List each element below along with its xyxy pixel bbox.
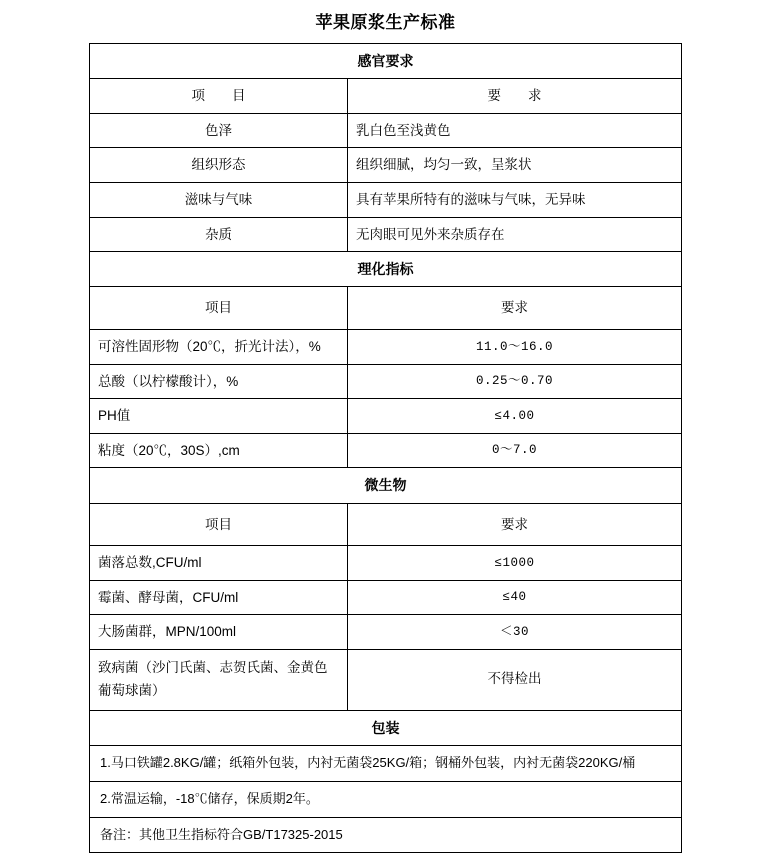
micro-heading: 微生物 — [364, 477, 407, 494]
table-row — [90, 433, 682, 468]
table-row — [90, 546, 682, 581]
micro-req-1: ≤40 — [502, 590, 527, 605]
section-header-physchem — [90, 252, 682, 287]
physchem-req-0: 11.0～16.0 — [475, 339, 553, 354]
sensory-item-2: 滋味与气味 — [184, 191, 253, 207]
table-row — [90, 399, 682, 434]
section-header-micro — [90, 468, 682, 503]
physchem-req-2: ≤4.00 — [494, 408, 535, 423]
table-row — [90, 217, 682, 252]
micro-column-headers — [90, 503, 682, 546]
sensory-column-headers — [90, 79, 682, 114]
sensory-heading: 感官要求 — [357, 53, 414, 69]
table-row — [90, 615, 682, 650]
physchem-column-headers — [90, 287, 682, 330]
sensory-col-req: 要 求 — [487, 88, 542, 104]
table-row — [90, 649, 682, 710]
table-row — [90, 329, 682, 364]
table-row — [90, 148, 682, 183]
sensory-req-2: 具有苹果所特有的滋味与气味，无异味 — [356, 191, 586, 207]
packaging-row — [90, 745, 682, 781]
packaging-row — [90, 817, 682, 853]
sensory-item-1: 组织形态 — [191, 157, 246, 173]
micro-col-req: 要求 — [501, 516, 528, 532]
sensory-col-item: 项 目 — [191, 88, 246, 104]
physchem-item-3: 粘度（20℃，30S）,cm — [98, 442, 240, 458]
sensory-item-0: 色泽 — [205, 122, 232, 138]
physchem-heading: 理化指标 — [357, 261, 414, 278]
packaging-line-2: 备注：其他卫生指标符合GB/T17325-2015 — [100, 826, 343, 842]
micro-item-2: 大肠菌群，MPN/100ml — [98, 624, 237, 640]
section-header-sensory — [90, 44, 682, 79]
micro-item-3: 致病菌（沙门氏菌、志贺氏菌、金黄色葡萄球菌） — [98, 659, 328, 698]
physchem-req-3: 0～7.0 — [491, 443, 537, 458]
sensory-req-1: 组织细腻，均匀一致，呈浆状 — [356, 157, 532, 173]
table-row — [90, 580, 682, 615]
packaging-line-0: 1.马口铁罐2.8KG/罐；纸箱外包装，内衬无菌袋25KG/箱；钢桶外包装，内衬无菌袋220KG/桶 — [100, 754, 636, 770]
table-row — [90, 364, 682, 399]
table-row — [90, 182, 682, 217]
micro-req-2: ＜30 — [499, 624, 529, 639]
packaging-heading: 包装 — [371, 719, 400, 736]
sensory-req-3: 无肉眼可见外来杂质存在 — [356, 226, 505, 242]
table-row — [90, 113, 682, 148]
physchem-col-item: 项目 — [205, 300, 232, 316]
section-header-packaging — [90, 710, 682, 745]
physchem-item-1: 总酸（以柠檬酸计），% — [98, 373, 239, 389]
sensory-req-0: 乳白色至浅黄色 — [356, 122, 451, 138]
micro-req-0: ≤1000 — [494, 555, 535, 570]
packaging-row — [90, 781, 682, 817]
specification-table — [89, 43, 682, 853]
micro-col-item: 项目 — [205, 516, 232, 532]
physchem-req-1: 0.25～0.70 — [475, 374, 553, 389]
micro-item-0: 菌落总数,CFU/ml — [98, 555, 202, 571]
page-title: 苹果原浆生产标准 — [315, 13, 456, 32]
physchem-col-req: 要求 — [501, 300, 528, 316]
micro-item-1: 霉菌、酵母菌，CFU/ml — [98, 589, 239, 605]
physchem-item-2: PH值 — [98, 408, 131, 424]
sensory-item-3: 杂质 — [205, 226, 232, 242]
micro-req-3: 不得检出 — [487, 671, 542, 687]
packaging-line-1: 2.常温运输，-18℃储存，保质期2年。 — [100, 790, 319, 806]
physchem-item-0: 可溶性固形物（20℃，折光计法），% — [98, 338, 321, 354]
